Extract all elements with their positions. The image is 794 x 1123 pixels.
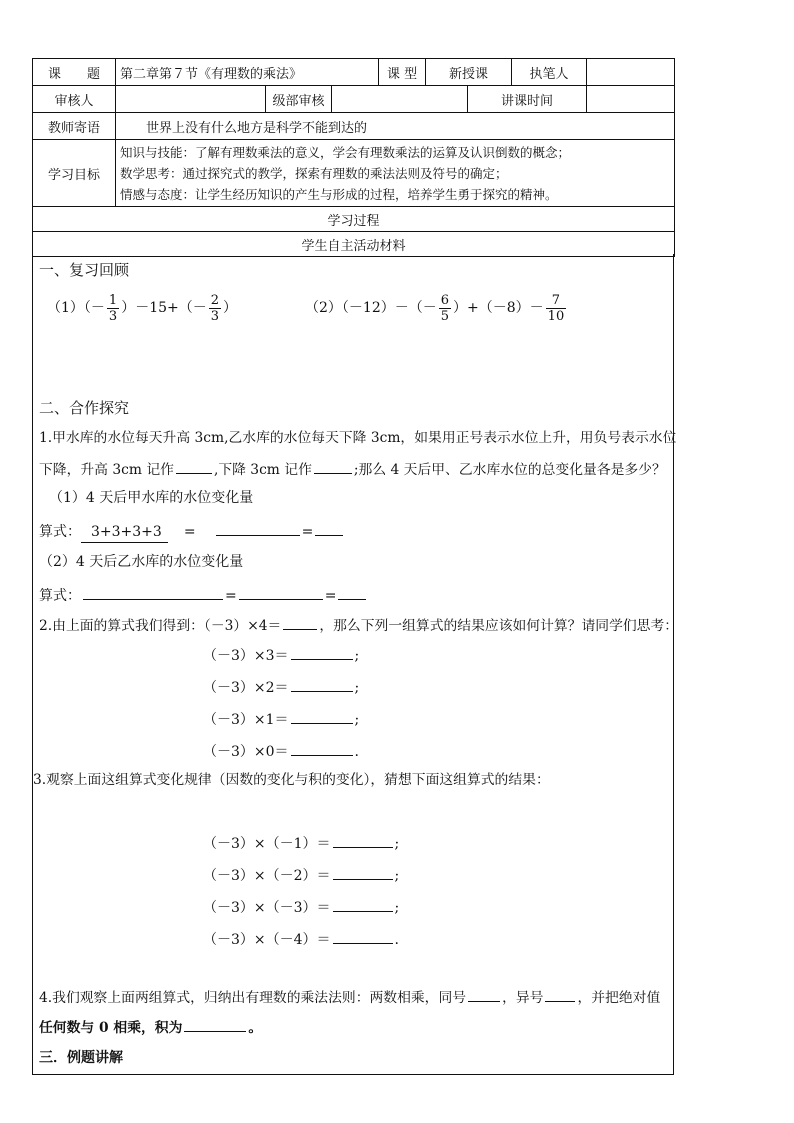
- punctuation: ;: [394, 836, 400, 852]
- answer-blank[interactable]: [545, 986, 575, 1002]
- text-run: ，异号: [502, 990, 544, 1006]
- fraction-denominator: 3: [210, 308, 220, 324]
- expression: （－3）×（－4）＝: [203, 932, 331, 948]
- lesson-plan-sheet: [32, 58, 679, 1076]
- punctuation: .: [354, 744, 359, 760]
- author-label: 执笔人: [512, 59, 587, 86]
- answer-blank[interactable]: [333, 832, 393, 848]
- problem-1-line-1: 1.甲水库的水位每天升高 3cm,乙水库的水位每天下降 3cm，如果用正号表示水位上升，用负号表示水位: [39, 430, 677, 446]
- fraction-numerator: 7: [546, 293, 567, 309]
- expr-part: ）－15+（－: [121, 300, 207, 316]
- text-run: 任何数与 0 相乘，积为: [39, 1020, 183, 1036]
- process-title: 学习过程: [33, 207, 675, 232]
- expr-part: （－: [83, 300, 105, 316]
- header-row-topic: [33, 59, 675, 86]
- expression: （－3）×3＝: [203, 648, 289, 664]
- material-title: 学生自主活动材料: [33, 232, 675, 257]
- text-run: 4.我们观察上面两组算式，归纳出有理数的乘法法则：两数相乘，同号: [39, 990, 467, 1006]
- goal-item: 数学思考：通过探究式的教学，探索有理数的乘法法则及符号的确定；: [120, 165, 508, 181]
- list-2-item: [203, 676, 359, 698]
- fraction-denominator: 5: [440, 308, 450, 324]
- reviewer-label: 审核人: [33, 86, 116, 113]
- question-number: （2）: [305, 300, 342, 316]
- list-3-item: [203, 832, 399, 854]
- answer-blank[interactable]: [216, 520, 300, 536]
- dept-value: [332, 86, 468, 113]
- sub-question-2-formula: [39, 584, 368, 606]
- problem-4-line-1: [39, 986, 660, 1008]
- text-run: ;那么 4 天后甲、乙水库水位的总变化量各是多少？: [353, 462, 666, 478]
- header-row-review: [33, 86, 675, 113]
- answer-blank[interactable]: [338, 584, 366, 600]
- sub-question-2-title: （2）4 天后乙水库的水位变化量: [39, 554, 244, 570]
- header-row-message: [33, 113, 675, 140]
- problem-2-text: [39, 614, 678, 636]
- problem-3-text: 3.观察上面这组算式变化规律（因数的变化与积的变化），猜想下面这组算式的结果：: [33, 772, 550, 788]
- expression: （－3）×1＝: [203, 712, 289, 728]
- text-run: 下降，升高 3cm 记作: [39, 462, 174, 478]
- sub-question-1-title: （1）4 天后甲水库的水位变化量: [49, 490, 254, 506]
- dept-label: 级部审核: [266, 86, 332, 113]
- header-row-material: [33, 232, 675, 257]
- punctuation: ;: [394, 868, 400, 884]
- fraction-numerator: 1: [108, 292, 118, 308]
- answer-blank[interactable]: [333, 864, 393, 880]
- text-run: ，并把绝对值: [577, 990, 661, 1006]
- punctuation: ;: [354, 680, 360, 696]
- expression: （－3）×（－2）＝: [203, 868, 331, 884]
- formula-expression: 3+3+3+3: [81, 522, 168, 543]
- answer-blank[interactable]: [291, 708, 353, 724]
- answer-blank[interactable]: [291, 740, 353, 756]
- text-run: ,下降 3cm 记作: [213, 462, 312, 478]
- expression: （－3）×（－1）＝: [203, 836, 331, 852]
- topic-value: 第二章第７节《有理数的乘法》: [116, 59, 379, 86]
- answer-blank[interactable]: [315, 520, 343, 536]
- time-value: [587, 86, 675, 113]
- header-row-process: [33, 207, 675, 232]
- formula-label: 算式：: [39, 588, 81, 604]
- type-value: 新授课: [426, 59, 512, 86]
- review-question-2: [305, 288, 568, 328]
- goals-label: 学习目标: [33, 140, 116, 207]
- formula-label: 算式：: [39, 524, 81, 540]
- fraction-numerator: 6: [440, 292, 450, 308]
- answer-blank[interactable]: [239, 584, 323, 600]
- message-label: 教师寄语: [33, 113, 116, 140]
- answer-blank[interactable]: [83, 584, 223, 600]
- goal-item: 知识与技能：了解有理数乘法的意义，学会有理数乘法的运算及认识倒数的概念；: [120, 144, 571, 160]
- section-review-title: 一、复习回顾: [39, 261, 130, 279]
- expr-part: ）+（－8）－: [453, 300, 544, 316]
- fraction: [546, 293, 567, 324]
- list-2-item: [203, 708, 359, 730]
- text-run: 。: [248, 1020, 263, 1036]
- problem-1-line-2: [39, 458, 666, 480]
- section-explore-title: 二、合作探究: [39, 399, 130, 417]
- header-row-goals: [33, 140, 675, 207]
- answer-blank[interactable]: [291, 676, 353, 692]
- equals-sign: =: [301, 524, 314, 540]
- equals-sign: =: [183, 524, 196, 540]
- fraction: [209, 293, 221, 324]
- punctuation: ;: [354, 712, 360, 728]
- list-3-item: [203, 896, 399, 918]
- answer-blank[interactable]: [184, 1016, 246, 1032]
- problem-4-line-2: [39, 1016, 262, 1038]
- text-run: 2.由上面的算式我们得到：（－3）×4＝: [39, 618, 282, 634]
- goal-item: 情感与态度：让学生经历知识的产生与形成的过程，培养学生勇于探究的精神。: [120, 186, 558, 202]
- expression: （－3）×（－3）＝: [203, 900, 331, 916]
- expression: （－3）×2＝: [203, 680, 289, 696]
- header-table: [32, 58, 675, 257]
- type-label: 课 型: [379, 59, 426, 86]
- topic-label: 课 题: [33, 59, 116, 86]
- message-value: 世界上没有什么地方是科学不能到达的: [116, 113, 675, 140]
- expr-part: （－12）－（－: [341, 300, 437, 316]
- answer-blank[interactable]: [333, 896, 393, 912]
- answer-blank[interactable]: [333, 928, 393, 944]
- answer-blank[interactable]: [468, 986, 500, 1002]
- expr-part: ）: [223, 300, 238, 316]
- reviewer-value: [116, 86, 266, 113]
- activity-content: [32, 254, 679, 1075]
- fraction: [439, 293, 451, 324]
- fraction-denominator: 3: [108, 308, 118, 324]
- expression: （－3）×0＝: [203, 744, 289, 760]
- fraction-denominator: 10: [547, 308, 565, 324]
- equals-sign: =: [324, 588, 337, 604]
- answer-blank[interactable]: [283, 614, 317, 630]
- punctuation: ;: [394, 900, 400, 916]
- section-examples-title: 三．例题讲解: [39, 1050, 123, 1066]
- answer-blank[interactable]: [314, 458, 352, 474]
- answer-blank[interactable]: [291, 644, 353, 660]
- author-value: [587, 59, 675, 86]
- fraction: [107, 293, 119, 324]
- list-3-item: [203, 928, 399, 950]
- list-3-item: [203, 864, 399, 886]
- time-label: 讲课时间: [468, 86, 587, 113]
- sub-question-1-formula: [39, 520, 345, 543]
- punctuation: .: [394, 932, 399, 948]
- answer-blank[interactable]: [176, 458, 212, 474]
- list-2-item: [203, 740, 359, 762]
- goals-list: [116, 140, 675, 207]
- review-question-1: [47, 288, 237, 328]
- punctuation: ;: [354, 648, 360, 664]
- list-2-item: [203, 644, 359, 666]
- equals-sign: =: [225, 588, 237, 604]
- question-number: （1）: [47, 300, 84, 316]
- text-run: ，那么下列一组算式的结果应该如何计算？请同学们思考：: [319, 618, 679, 634]
- fraction-numerator: 2: [210, 292, 220, 308]
